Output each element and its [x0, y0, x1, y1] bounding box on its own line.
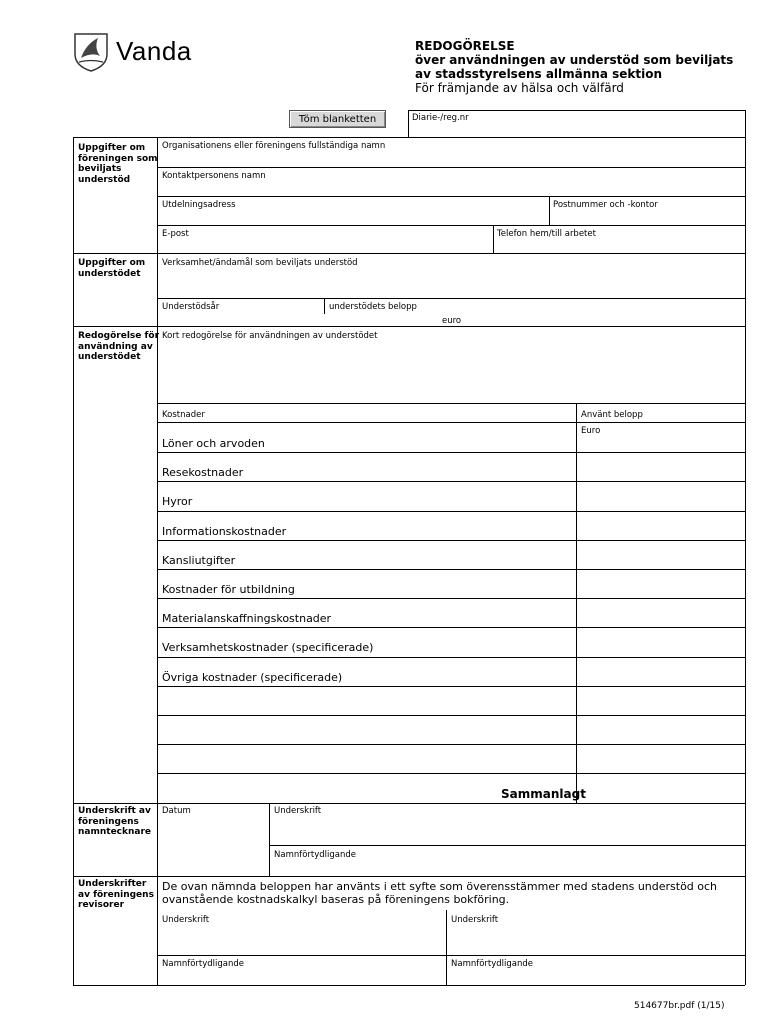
contact-input[interactable] — [158, 182, 744, 196]
phone-label: Telefon hem/till arbetet — [497, 229, 596, 239]
form-subtitle: För främjande av hälsa och välfärd — [415, 81, 624, 95]
date-label: Datum — [162, 806, 191, 816]
cost-amount-input[interactable] — [577, 571, 744, 597]
cost-item-extra-input[interactable] — [158, 717, 575, 743]
cost-amount-input[interactable] — [577, 600, 744, 626]
grant-amount-input[interactable] — [325, 312, 435, 326]
summary-label: Kort redogörelse för användningen av understödet — [162, 331, 378, 341]
cost-amount-input[interactable] — [577, 659, 744, 685]
address-label: Utdelningsadress — [162, 200, 236, 210]
auditor1-name-input[interactable] — [158, 970, 445, 984]
auditor1-signature-label: Underskrift — [162, 915, 210, 925]
postal-input[interactable] — [550, 211, 744, 225]
form-title-line2: över användningen av understöd som beviljats — [415, 53, 734, 67]
logo-text: Vanda — [116, 36, 192, 66]
summary-input[interactable] — [158, 343, 744, 401]
phone-input[interactable] — [494, 240, 744, 253]
cost-item-label: Kansliutgifter — [162, 554, 236, 567]
signature-label: Underskrift — [274, 806, 322, 816]
cost-amount-input[interactable] — [577, 629, 744, 655]
email-input[interactable] — [158, 240, 492, 253]
section-label-association: Uppgifter om föreningen som beviljats understöd — [78, 143, 158, 185]
org-name-label: Organisationens eller föreningens fullständiga namn — [162, 141, 386, 151]
date-input[interactable] — [158, 818, 268, 874]
section-label-signatory: Underskrift av föreningens namntecknare — [78, 806, 152, 837]
cost-amount-input[interactable] — [577, 454, 744, 480]
form-title: REDOGÖRELSE — [415, 39, 515, 53]
section-label-report: Redogörelse för användning av understödet — [78, 331, 160, 362]
diarie-label: Diarie-/reg.nr — [412, 113, 469, 123]
signature-input[interactable] — [270, 818, 744, 844]
cost-amount-input[interactable] — [577, 746, 744, 772]
cost-amount-input[interactable] — [577, 717, 744, 743]
cost-item-label: Informationskostnader — [162, 525, 287, 538]
form-title-line3: av stadsstyrelsens allmänna sektion — [415, 67, 663, 81]
cost-item-label: Övriga kostnader (specificerade) — [162, 671, 343, 684]
auditor1-name-label: Namnförtydligande — [162, 959, 245, 969]
page-reference: 514677br.pdf (1/15) — [634, 1001, 725, 1011]
postal-label: Postnummer och -kontor — [553, 200, 658, 210]
auditor2-name-input[interactable] — [447, 970, 744, 984]
auditor1-signature-input[interactable] — [158, 926, 445, 954]
section-label-auditors: Underskrifter av föreningens revisorer — [78, 879, 154, 910]
grant-year-input[interactable] — [158, 312, 323, 326]
form-header — [415, 39, 733, 95]
auditor2-signature-label: Underskrift — [451, 915, 499, 925]
address-input[interactable] — [158, 211, 548, 225]
cost-amount-input[interactable] — [577, 483, 744, 509]
used-amount-header: Använt belopp — [581, 410, 643, 420]
auditor2-name-label: Namnförtydligande — [451, 959, 534, 969]
name-clarification-input[interactable] — [270, 861, 744, 875]
cost-amount-input[interactable] — [577, 542, 744, 568]
cost-amount-input[interactable] — [577, 688, 744, 714]
cost-amount-input[interactable] — [577, 425, 744, 451]
cost-item-extra-input[interactable] — [158, 688, 575, 714]
clear-form-button[interactable]: Töm blanketten — [289, 110, 386, 128]
email-label: E-post — [162, 229, 189, 239]
grant-year-label: Understödsår — [162, 302, 220, 312]
activity-label: Verksamhet/ändamål som beviljats understöd — [162, 258, 358, 268]
cost-item-label: Kostnader för utbildning — [162, 583, 295, 596]
section-label-grant: Uppgifter om understödet — [78, 258, 146, 279]
name-clarification-label: Namnförtydligande — [274, 850, 357, 860]
grant-currency-label: euro — [442, 316, 462, 326]
total-amount-input[interactable] — [577, 786, 744, 802]
grant-amount-label: understödets belopp — [329, 302, 417, 312]
auditor-statement: De ovan nämnda beloppen har använts i ett syfte som överensstämmer med stadens understöd och ovanstående kostnadskalkyl baseras på föreningens bokföring. — [162, 880, 718, 906]
diarie-input[interactable] — [409, 124, 744, 136]
cost-item-label: Resekostnader — [162, 466, 244, 479]
cost-item-label: Hyror — [162, 495, 193, 508]
used-amount-unit: Euro — [581, 426, 601, 436]
cost-item-label: Materialanskaffningskostnader — [162, 612, 332, 625]
activity-input[interactable] — [158, 270, 744, 297]
cost-item-label: Verksamhetskostnader (specificerade) — [162, 641, 374, 654]
org-name-input[interactable] — [158, 152, 744, 166]
cost-item-extra-input[interactable] — [158, 746, 575, 772]
cost-item-label: Löner och arvoden — [162, 437, 265, 450]
auditor2-signature-input[interactable] — [447, 926, 744, 954]
cost-amount-input[interactable] — [577, 513, 744, 539]
costs-header: Kostnader — [162, 410, 205, 420]
contact-label: Kontaktpersonens namn — [162, 171, 266, 181]
vanda-crest-icon — [72, 32, 110, 72]
total-label: Sammanlagt — [501, 787, 586, 801]
